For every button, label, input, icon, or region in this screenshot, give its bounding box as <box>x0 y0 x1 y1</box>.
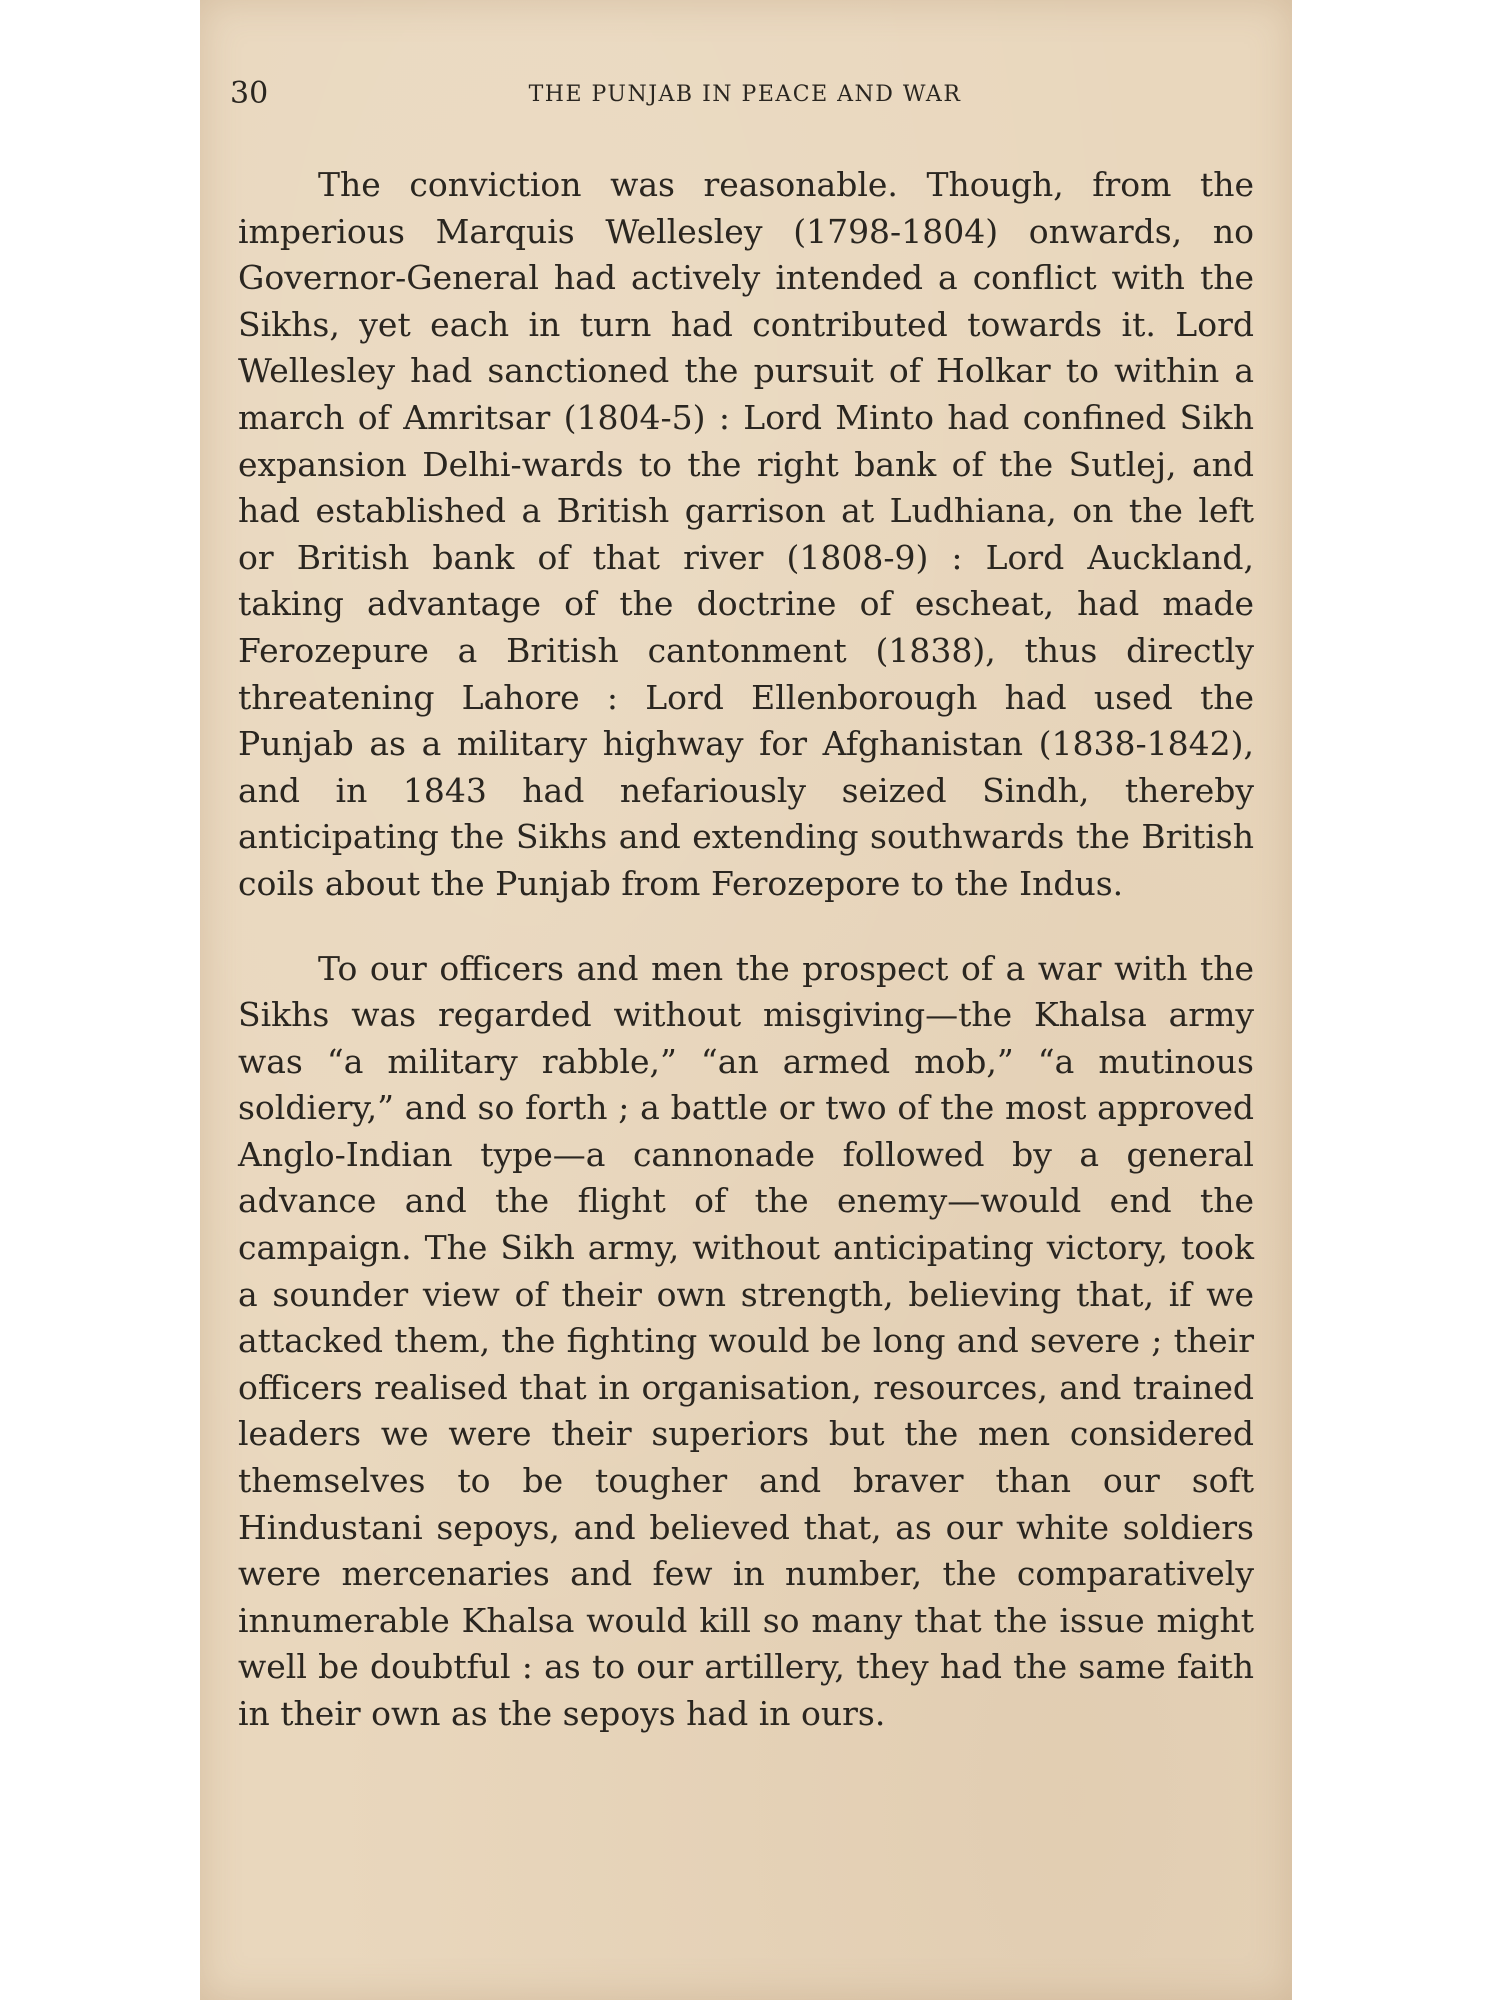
book-page <box>200 0 1292 2000</box>
running-title: THE PUNJAB IN PEACE AND WAR <box>528 82 962 107</box>
page-number: 30 <box>230 76 269 111</box>
body-text <box>238 162 1254 1738</box>
paragraph-2: To our officers and men the prospect of a war with the Sikhs was regarded without misgiving—the Khalsa army was “a military rabble,” “an armed mob,” “a mutinous soldiery,” and so forth ; a battle or two of the most approved Anglo-Indian type—a cannonade followed by a general advance and the flight of the enemy—would end the campaign. The Sikh army, without anticipating victory, took a sounder view of their own strength, believing that, if we attacked them, the fighting would be long and severe ; their officers realised that in organisation, resources, and trained leaders we were their superiors but the men considered themselves to be tougher and braver than our soft Hindustani sepoys, and believed that, as our white soldiers were mercenaries and few in number, the comparatively innumerable Khalsa would kill so many that the issue might well be doubtful : as to our artillery, they had the same faith in their own as the sepoys had in ours. <box>238 948 1254 1733</box>
paragraph-1: The conviction was reasonable. Though, from the imperious Marquis Wellesley (1798-1804) onwards, no Governor-General had actively intended a conflict with the Sikhs, yet each in turn had contributed towards it. Lord Wellesley had sanctioned the pursuit of Holkar to within a march of Amritsar (1804-5) : Lord Minto had confined Sikh expansion Delhi-wards to the right bank of the Sutlej, and had established a British garrison at Ludhiana, on the left or British bank of that river (1808-9) : Lord Auckland, taking advantage of the doctrine of escheat, had made Ferozepure a British cantonment (1838), thus directly threatening Lahore : Lord Ellenborough had used the Punjab as a military highway for Afghanistan (1838-1842), and in 1843 had nefariously seized Sindh, thereby anticipating the Sikhs and extending southwards the British coils about the Punjab from Ferozepore to the Indus. <box>238 165 1254 903</box>
running-head <box>230 76 1260 120</box>
